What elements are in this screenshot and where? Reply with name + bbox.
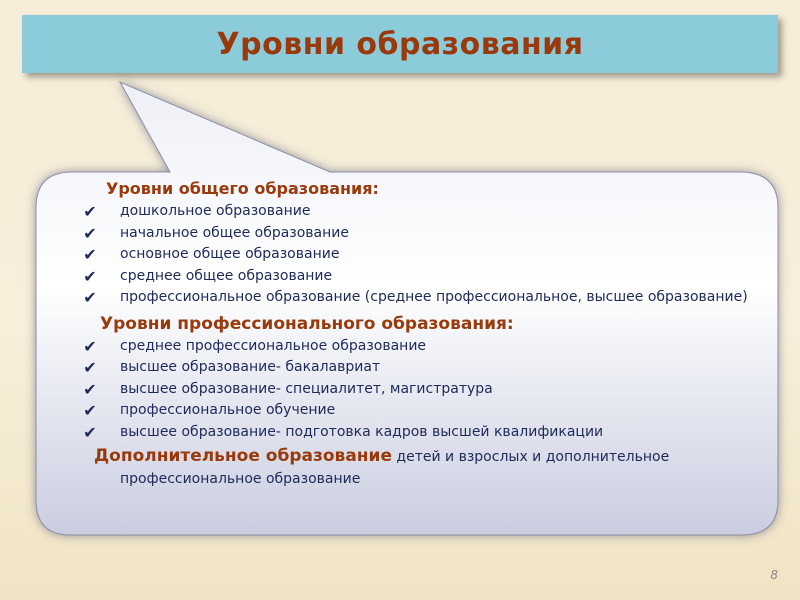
check-mark-icon: ✔	[83, 223, 97, 243]
list-item-text: основное общее образование	[120, 246, 340, 262]
list-item	[78, 244, 758, 266]
list-item-text: профессиональное образование (среднее профессиональное, высшее образование)	[120, 289, 748, 305]
list-item	[78, 201, 758, 223]
slide-title: Уровни образования	[216, 26, 584, 62]
list-item-text: профессиональное обучение	[120, 402, 336, 418]
list-item-text: начальное общее образование	[120, 224, 349, 241]
list-item	[78, 400, 758, 422]
list-item	[78, 266, 758, 288]
check-mark-icon: ✔	[83, 202, 97, 221]
check-mark-icon: ✔	[83, 379, 97, 399]
list-item-text: дошкольное образование	[120, 203, 311, 219]
professional-education-heading: Уровни профессионального образования:	[100, 313, 514, 334]
list-item	[78, 422, 758, 444]
check-mark-icon: ✔	[83, 266, 97, 286]
general-education-heading: Уровни общего образования:	[106, 179, 379, 198]
additional-education-paragraph	[78, 446, 758, 490]
bubble-content	[78, 177, 758, 490]
page-number: 8	[770, 568, 778, 582]
list-item-text: высшее образование- бакалавриат	[120, 359, 381, 375]
list-item	[78, 357, 758, 379]
check-mark-icon: ✔	[83, 422, 97, 442]
additional-education-heading: Дополнительное образование	[94, 446, 392, 466]
check-mark-icon: ✔	[83, 358, 97, 377]
list-item-text: среднее профессиональное образование	[120, 337, 427, 354]
check-mark-icon: ✔	[83, 336, 97, 356]
list-item-text: высшее образование- подготовка кадров высшей квалификации	[120, 423, 604, 440]
check-mark-icon: ✔	[83, 245, 97, 264]
list-item	[78, 379, 758, 401]
list-item	[78, 223, 758, 245]
list-item-text: высшее образование- специалитет, магистратура	[120, 380, 493, 397]
check-mark-icon: ✔	[83, 288, 97, 307]
list-item	[78, 287, 758, 309]
additional-education-text: детей и взрослых и дополнительное	[391, 449, 670, 465]
additional-education-continuation: профессиональное образование	[120, 470, 361, 487]
list-item	[78, 336, 758, 358]
check-mark-icon: ✔	[83, 401, 97, 420]
list-item-text: среднее общее образование	[120, 267, 333, 284]
